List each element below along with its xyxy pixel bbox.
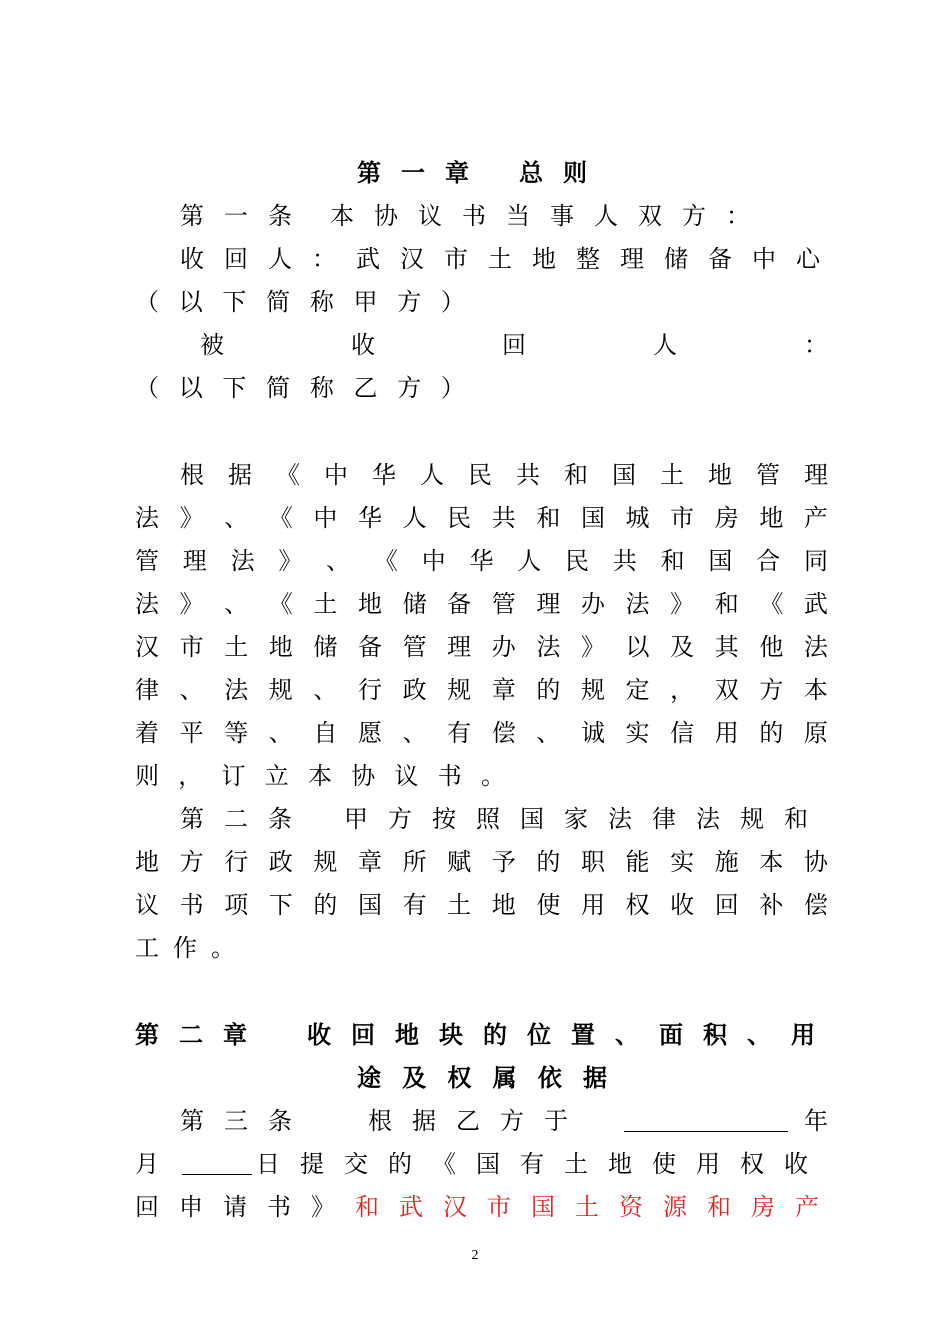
party-b-note-line bbox=[135, 366, 465, 404]
chapter2-title-2: 途 及 权 属 依 据 bbox=[357, 1063, 607, 1092]
article3-heading: 第三条 bbox=[180, 1106, 312, 1135]
year-label: 年 bbox=[804, 1106, 828, 1135]
party-a-label: 收回人： bbox=[180, 244, 356, 273]
basis-text-3: 法 》 、 《 土 地 储 备 管 理 办 法 》 和 《 武 bbox=[135, 589, 828, 618]
basis-line-3 bbox=[135, 582, 828, 620]
party-a-note-line bbox=[135, 280, 465, 318]
article2-line-2 bbox=[135, 883, 828, 921]
chapter2-title-line bbox=[135, 1013, 835, 1051]
party-b-label-2: 回 bbox=[502, 330, 526, 359]
party-a-note: （ 以 下 简 称 甲 方 ） bbox=[135, 287, 465, 316]
article1-heading: 第一条 bbox=[180, 201, 312, 230]
party-b-label-1: 收 bbox=[351, 330, 375, 359]
article3-line3-red: 和武汉市国土资源和房产 bbox=[355, 1192, 839, 1221]
article2-text-1: 地 方 行 政 规 章 所 赋 予 的 职 能 实 施 本 协 bbox=[135, 847, 828, 876]
article3-line-0 bbox=[180, 1099, 828, 1137]
basis-line-6 bbox=[135, 711, 828, 749]
article1-text: 本协议书当事人双方： bbox=[330, 201, 770, 230]
article2-line-3 bbox=[135, 926, 235, 964]
basis-text-6: 着 平 等 、 自 愿 、 有 偿 、 诚 实 信 用 的 原 bbox=[135, 718, 828, 747]
basis-text-7: 则 ， 订 立 本 协 议 书 。 bbox=[135, 761, 505, 790]
basis-line-0 bbox=[180, 453, 828, 491]
article1-line bbox=[180, 194, 770, 232]
chapter2-title: 第二章 bbox=[135, 1020, 267, 1049]
basis-text-0: 根 据 《 中 华 人 民 共 和 国 土 地 管 理 bbox=[180, 460, 828, 489]
article3-line-2 bbox=[135, 1185, 839, 1223]
party-b-line bbox=[200, 323, 828, 361]
article3-text1: 根据乙方于 bbox=[368, 1106, 588, 1135]
chapter2-title-rest: 收回地块的位置、面积、用 bbox=[307, 1020, 835, 1049]
basis-text-5: 律 、 法 规 、 行 政 规 章 的 规 定 ， 双 方 本 bbox=[135, 675, 828, 704]
basis-line-1 bbox=[135, 496, 828, 534]
party-b-label-3: 人 bbox=[653, 330, 677, 359]
basis-line-4 bbox=[135, 625, 828, 663]
basis-line-5 bbox=[135, 668, 828, 706]
article3-text2: 日提交的《国有土地使用权收 bbox=[256, 1149, 828, 1178]
chapter1-title: 第一章 bbox=[357, 158, 489, 187]
basis-line-2 bbox=[135, 539, 828, 577]
article2-text-2: 议 书 项 下 的 国 有 土 地 使 用 权 收 回 补 偿 bbox=[135, 890, 828, 919]
month-label: 月 bbox=[135, 1149, 159, 1178]
article2-heading: 第二条 bbox=[180, 804, 312, 833]
basis-text-2: 管 理 法 》 、 《 中 华 人 民 共 和 国 合 同 bbox=[135, 546, 828, 575]
basis-line-7 bbox=[135, 754, 505, 792]
month-blank[interactable] bbox=[182, 1148, 252, 1175]
article2-text-3: 工 作 。 bbox=[135, 933, 235, 962]
article3-line3-black: 回申请书》 bbox=[135, 1192, 355, 1221]
article3-line-1 bbox=[135, 1142, 828, 1180]
chapter1-title-line bbox=[357, 151, 607, 189]
basis-text-1: 法 》 、 《 中 华 人 民 共 和 国 城 市 房 地 产 bbox=[135, 503, 828, 532]
party-a-line bbox=[180, 237, 840, 275]
party-b-note: （ 以 下 简 称 乙 方 ） bbox=[135, 373, 465, 402]
basis-text-4: 汉 市 土 地 储 备 管 理 办 法 》 以 及 其 他 法 bbox=[135, 632, 828, 661]
year-blank[interactable] bbox=[624, 1105, 788, 1132]
chapter1-subtitle: 总则 bbox=[519, 158, 607, 187]
article2-line-0 bbox=[180, 797, 828, 835]
party-b-label-4: ： bbox=[804, 330, 828, 359]
party-a-name: 武汉市土地整理储备中心 bbox=[356, 244, 840, 273]
chapter2-title-line2 bbox=[357, 1056, 607, 1094]
party-b-label-0: 被 bbox=[200, 330, 224, 359]
page-number: 2 bbox=[471, 1248, 479, 1263]
article2-line-1 bbox=[135, 840, 828, 878]
article2-text-0: 甲方按照国家法律法规和 bbox=[344, 804, 828, 833]
